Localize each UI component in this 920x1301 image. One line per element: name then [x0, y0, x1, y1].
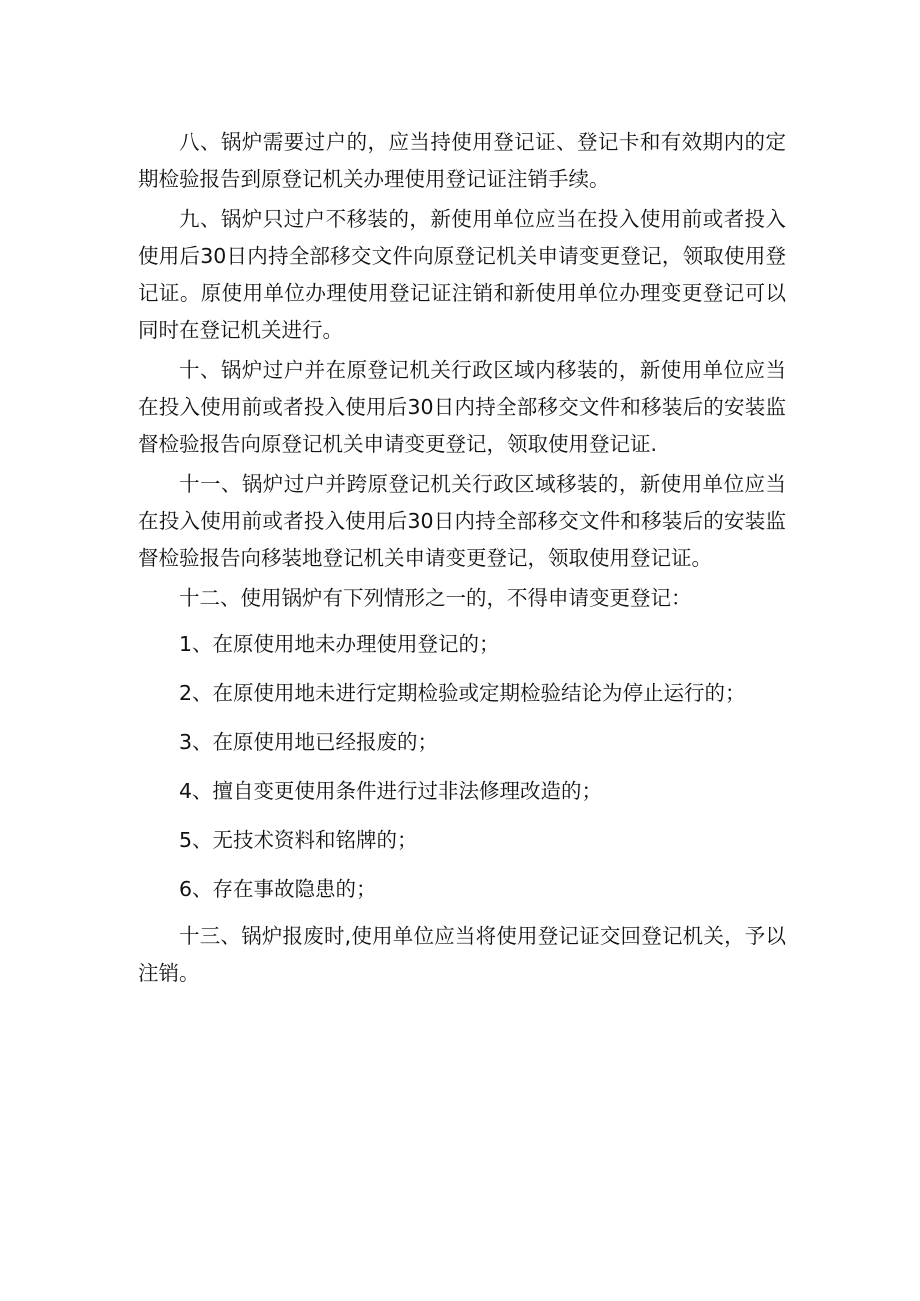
- list-item-1: 1、在原使用地未办理使用登记的；: [179, 632, 500, 656]
- list-item-6: 6、存在事故隐患的；: [179, 877, 377, 901]
- list-item-2: 2、在原使用地未进行定期检验或定期检验结论为停止运行的；: [179, 681, 746, 705]
- list-item-5: 5、无技术资料和铭牌的；: [179, 828, 418, 852]
- document-body: [138, 124, 786, 995]
- list-item-4: 4、擅自变更使用条件进行过非法修理改造的；: [179, 779, 603, 803]
- paragraph-8: 八、锅炉需要过户的，应当持使用登记证、登记卡和有效期内的定期检验报告到原登记机关办理使用登记证注销手续。: [138, 130, 786, 191]
- paragraph-13: 十三、锅炉报废时,使用单位应当将使用登记证交回登记机关，予以注销。: [138, 924, 786, 985]
- paragraph-12: 十二、使用锅炉有下列情形之一的，不得申请变更登记：: [179, 586, 692, 610]
- paragraph-11: 十一、锅炉过户并跨原登记机关行政区域移装的，新使用单位应当在投入使用前或者投入使用后30日内持全部移交文件和移装后的安装监督检验报告向移装地登记机关申请变更登记，领取使用登记证。: [138, 472, 786, 570]
- paragraph-10: 十、锅炉过户并在原登记机关行政区域内移装的，新使用单位应当在投入使用前或者投入使用后30日内持全部移交文件和移装后的安装监督检验报告向原登记机关申请变更登记，领取使用登记证.: [138, 358, 786, 456]
- paragraph-9: 九、锅炉只过户不移装的，新使用单位应当在投入使用前或者投入使用后30日内持全部移交文件向原登记机关申请变更登记，领取使用登记证。原使用单位办理使用登记证注销和新使用单位办理变更登记可以同时在登记机关进行。: [138, 207, 786, 342]
- list-item-3: 3、在原使用地已经报废的；: [179, 730, 439, 754]
